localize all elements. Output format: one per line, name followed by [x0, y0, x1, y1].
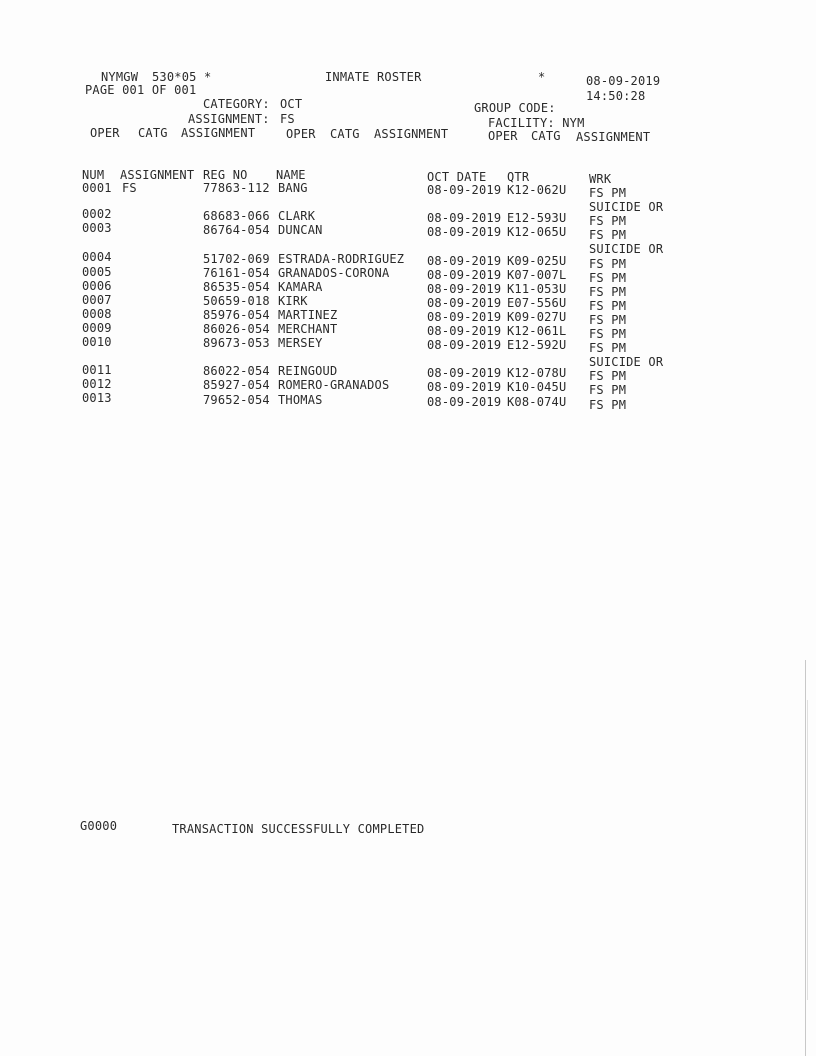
- criteria-assignment-3: ASSIGNMENT: [576, 130, 651, 144]
- row-num: 0009: [82, 321, 112, 335]
- row-num: 0010: [82, 335, 112, 349]
- row-qtr: K08-074U: [507, 395, 567, 409]
- row-oct-date: 08-09-2019: [427, 324, 502, 338]
- col-qtr: QTR: [507, 170, 530, 184]
- row-oct-date: 08-09-2019: [427, 183, 502, 197]
- facility: FACILITY: NYM: [488, 116, 585, 130]
- criteria-assignment-1: ASSIGNMENT: [181, 126, 256, 140]
- row-oct-date: 08-09-2019: [427, 282, 502, 296]
- row-reg-no: 86022-054: [203, 364, 270, 378]
- row-name: GRANADOS-CORONA: [278, 266, 390, 280]
- row-qtr: E07-556U: [507, 296, 567, 310]
- scan-artifact-line: [805, 660, 806, 1056]
- scan-artifact-line: [807, 700, 808, 1000]
- row-num: 0006: [82, 279, 112, 293]
- row-reg-no: 77863-112: [203, 181, 270, 195]
- status-message: TRANSACTION SUCCESSFULLY COMPLETED: [172, 822, 425, 836]
- row-assignment: FS: [122, 181, 137, 195]
- row-reg-no: 85976-054: [203, 308, 270, 322]
- row-reg-no: 76161-054: [203, 266, 270, 280]
- criteria-catg-1: CATG: [138, 126, 168, 140]
- report-code: 530*05 *: [152, 70, 212, 84]
- row-oct-date: 08-09-2019: [427, 268, 502, 282]
- row-num: 0008: [82, 307, 112, 321]
- row-name: KIRK: [278, 294, 308, 308]
- row-num: 0011: [82, 363, 112, 377]
- row-wrk: FS PM: [589, 369, 627, 383]
- col-oct-date: OCT DATE: [427, 170, 487, 184]
- row-qtr: E12-593U: [507, 211, 567, 225]
- category-value: OCT: [280, 97, 303, 111]
- row-reg-no: 85927-054: [203, 378, 270, 392]
- row-num: 0012: [82, 377, 112, 391]
- row-wrk: FS PM: [589, 186, 627, 200]
- row-num: 0013: [82, 391, 112, 405]
- row-wrk: FS PM: [589, 285, 627, 299]
- row-qtr: K09-025U: [507, 254, 567, 268]
- criteria-oper-3: OPER: [488, 129, 518, 143]
- row-wrk: FS PM: [589, 299, 627, 313]
- row-reg-no: 86535-054: [203, 280, 270, 294]
- criteria-oper-1: OPER: [90, 126, 120, 140]
- terminal-id: NYMGW: [101, 70, 139, 84]
- row-oct-date: 08-09-2019: [427, 310, 502, 324]
- col-num: NUM: [82, 168, 105, 182]
- row-extra: SUICIDE OR: [589, 200, 664, 214]
- row-oct-date: 08-09-2019: [427, 395, 502, 409]
- row-wrk: FS PM: [589, 327, 627, 341]
- row-name: REINGOUD: [278, 364, 338, 378]
- row-oct-date: 08-09-2019: [427, 338, 502, 352]
- row-extra: SUICIDE OR: [589, 242, 664, 256]
- row-reg-no: 89673-053: [203, 336, 270, 350]
- page-indicator: PAGE 001 OF 001: [85, 83, 197, 97]
- row-qtr: K12-078U: [507, 366, 567, 380]
- row-qtr: K07-007L: [507, 268, 567, 282]
- row-name: MARTINEZ: [278, 308, 338, 322]
- header-star: *: [538, 70, 546, 84]
- row-name: KAMARA: [278, 280, 323, 294]
- row-reg-no: 86764-054: [203, 223, 270, 237]
- row-oct-date: 08-09-2019: [427, 254, 502, 268]
- col-reg-no: REG NO: [203, 168, 248, 182]
- row-wrk: FS PM: [589, 383, 627, 397]
- row-qtr: E12-592U: [507, 338, 567, 352]
- row-qtr: K11-053U: [507, 282, 567, 296]
- row-name: BANG: [278, 181, 308, 195]
- group-code: GROUP CODE:: [474, 101, 556, 115]
- row-num: 0007: [82, 293, 112, 307]
- row-name: DUNCAN: [278, 223, 323, 237]
- row-oct-date: 08-09-2019: [427, 380, 502, 394]
- row-name: MERSEY: [278, 336, 323, 350]
- assignment-label: ASSIGNMENT:: [188, 112, 270, 126]
- row-qtr: K09-027U: [507, 310, 567, 324]
- row-name: MERCHANT: [278, 322, 338, 336]
- row-reg-no: 51702-069: [203, 252, 270, 266]
- row-name: ESTRADA-RODRIGUEZ: [278, 252, 405, 266]
- row-qtr: K12-062U: [507, 183, 567, 197]
- row-num: 0002: [82, 207, 112, 221]
- row-qtr: K10-045U: [507, 380, 567, 394]
- criteria-assignment-2: ASSIGNMENT: [374, 127, 449, 141]
- row-wrk: FS PM: [589, 398, 627, 412]
- row-wrk: FS PM: [589, 214, 627, 228]
- col-wrk: WRK: [589, 172, 612, 186]
- row-oct-date: 08-09-2019: [427, 225, 502, 239]
- status-code: G0000: [80, 819, 118, 833]
- row-oct-date: 08-09-2019: [427, 366, 502, 380]
- row-reg-no: 79652-054: [203, 393, 270, 407]
- row-reg-no: 68683-066: [203, 209, 270, 223]
- row-name: THOMAS: [278, 393, 323, 407]
- row-wrk: FS PM: [589, 257, 627, 271]
- row-wrk: FS PM: [589, 313, 627, 327]
- row-oct-date: 08-09-2019: [427, 296, 502, 310]
- row-reg-no: 50659-018: [203, 294, 270, 308]
- category-label: CATEGORY:: [203, 97, 270, 111]
- col-assignment: ASSIGNMENT: [120, 168, 195, 182]
- col-name: NAME: [276, 168, 306, 182]
- row-name: CLARK: [278, 209, 316, 223]
- assignment-value: FS: [280, 112, 295, 126]
- row-oct-date: 08-09-2019: [427, 211, 502, 225]
- row-num: 0001: [82, 181, 112, 195]
- row-reg-no: 86026-054: [203, 322, 270, 336]
- report-date: 08-09-2019: [586, 74, 661, 88]
- row-wrk: FS PM: [589, 341, 627, 355]
- row-qtr: K12-065U: [507, 225, 567, 239]
- criteria-catg-3: CATG: [531, 129, 561, 143]
- criteria-catg-2: CATG: [330, 127, 360, 141]
- row-extra: SUICIDE OR: [589, 355, 664, 369]
- report-title: INMATE ROSTER: [325, 70, 422, 84]
- row-num: 0004: [82, 250, 112, 264]
- row-wrk: FS PM: [589, 271, 627, 285]
- row-name: ROMERO-GRANADOS: [278, 378, 390, 392]
- row-num: 0003: [82, 221, 112, 235]
- row-wrk: FS PM: [589, 228, 627, 242]
- row-num: 0005: [82, 265, 112, 279]
- criteria-oper-2: OPER: [286, 127, 316, 141]
- report-time: 14:50:28: [586, 89, 646, 103]
- row-qtr: K12-061L: [507, 324, 567, 338]
